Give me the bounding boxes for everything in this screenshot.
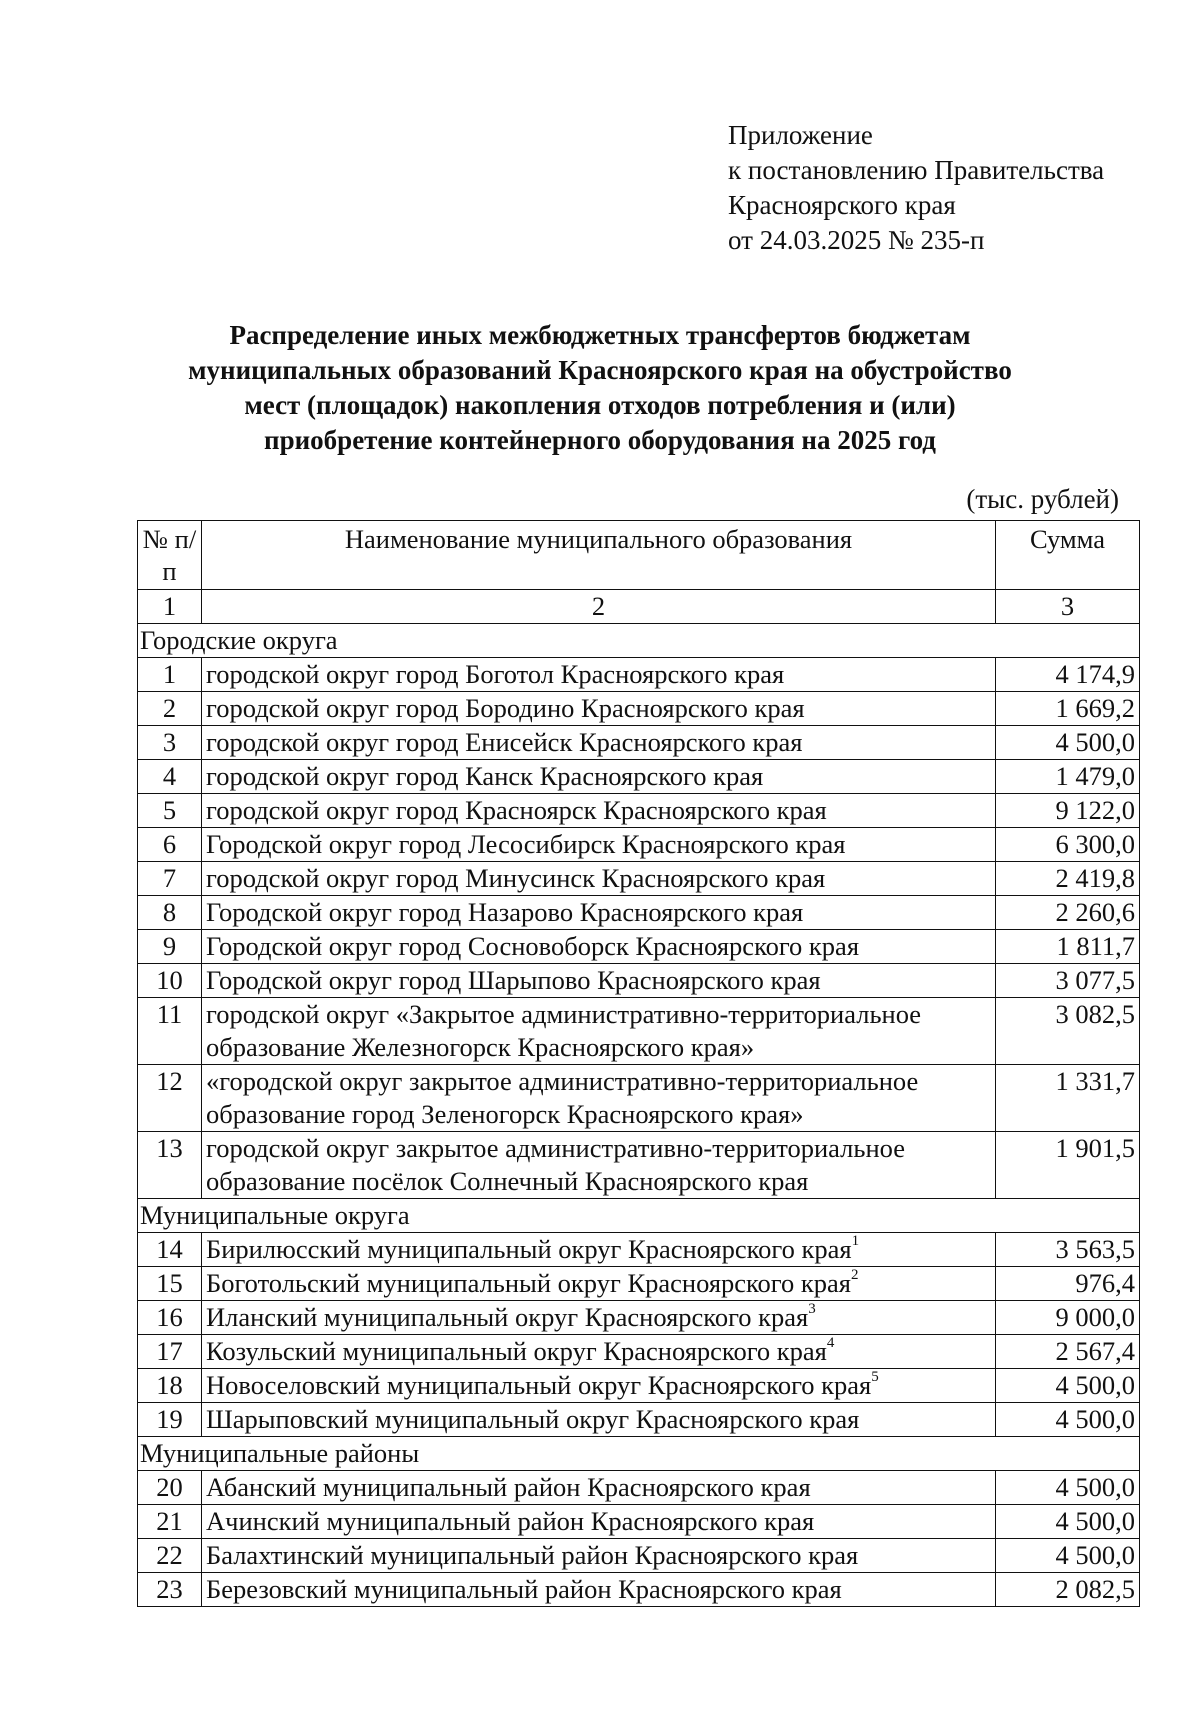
table-row [138,1369,1140,1403]
municipality-name: Городской округ город Назарово Красноярского края [206,897,804,927]
municipality-name-cell [202,930,996,964]
row-number: 20 [138,1471,202,1505]
row-number: 19 [138,1403,202,1437]
amount: 1 331,7 [996,1065,1140,1132]
amount: 4 500,0 [996,1505,1140,1539]
municipality-name-cell [202,692,996,726]
municipality-name: городской округ город Минусинск Красноярского края [206,863,826,893]
section-title: Муниципальные округа [138,1199,1140,1233]
table-row [138,726,1140,760]
municipality-name: Городской округ город Сосновоборск Красноярского края [206,931,860,961]
column-index-cell: 1 [138,590,202,624]
municipality-name-cell [202,1369,996,1403]
table-row [138,760,1140,794]
table-row [138,1267,1140,1301]
row-number: 3 [138,726,202,760]
row-number: 18 [138,1369,202,1403]
appendix-date-line: от 24.03.2025 № 235-п [728,225,985,255]
title-line: приобретение контейнерного оборудования на 2025 год [264,425,936,455]
municipality-name: городской округ город Боготол Красноярского края [206,659,785,689]
municipality-name-cell [202,1233,996,1267]
municipality-name: Козульский муниципальный округ Красноярского края [206,1336,827,1366]
row-number: 14 [138,1233,202,1267]
section-row [138,1199,1140,1233]
amount: 6 300,0 [996,828,1140,862]
column-index-row [138,590,1140,624]
municipality-name: городской округ «Закрытое административно-территориальное образование Железногорск Красноярского края» [206,999,922,1062]
appendix-block [728,118,1104,258]
amount: 3 082,5 [996,998,1140,1065]
row-number: 1 [138,658,202,692]
table-row [138,1065,1140,1132]
amount: 2 260,6 [996,896,1140,930]
table-row [138,1471,1140,1505]
amount: 4 500,0 [996,1471,1140,1505]
row-number: 16 [138,1301,202,1335]
section-row [138,1437,1140,1471]
row-number: 11 [138,998,202,1065]
header-number: № п/п [138,521,202,590]
amount: 4 500,0 [996,1403,1140,1437]
table-row [138,930,1140,964]
municipality-name-cell [202,1301,996,1335]
header-sum: Сумма [996,521,1140,590]
section-title: Городские округа [138,624,1140,658]
municipality-name: Березовский муниципальный район Красноярского края [206,1574,842,1604]
appendix-line: к постановлению Правительства [728,155,1105,185]
municipality-name-cell [202,1403,996,1437]
amount: 976,4 [996,1267,1140,1301]
municipality-name: Бирилюсский муниципальный округ Красноярского края [206,1234,852,1264]
header-name: Наименование муниципального образования [202,521,996,590]
municipality-name: Балахтинский муниципальный район Красноярского края [206,1540,859,1570]
footnote-marker: 4 [826,1335,835,1351]
amount: 3 563,5 [996,1233,1140,1267]
amount: 2 567,4 [996,1335,1140,1369]
row-number: 8 [138,896,202,930]
footnote-marker: 3 [808,1301,816,1317]
row-number: 6 [138,828,202,862]
municipality-name-cell [202,862,996,896]
amount: 2 082,5 [996,1573,1140,1607]
municipality-name: Городской округ город Шарыпово Красноярского края [206,965,821,995]
amount: 9 122,0 [996,794,1140,828]
footnote-marker: 5 [871,1369,879,1385]
table-row [138,828,1140,862]
municipality-name-cell [202,896,996,930]
municipality-name: городской округ город Бородино Красноярского края [206,693,805,723]
municipality-name-cell [202,1132,996,1199]
table-row [138,1233,1140,1267]
municipality-name-cell [202,1539,996,1573]
municipality-name: Новоселовский муниципальный округ Красноярского края [206,1370,872,1400]
municipality-name: городской округ город Енисейск Красноярского края [206,727,803,757]
municipality-name: Иланский муниципальный округ Красноярского края [206,1302,809,1332]
section-row [138,624,1140,658]
table-row [138,896,1140,930]
table-row [138,1132,1140,1199]
appendix-line: Приложение [728,120,873,150]
row-number: 7 [138,862,202,896]
municipality-name-cell [202,828,996,862]
table-row [138,794,1140,828]
row-number: 2 [138,692,202,726]
row-number: 21 [138,1505,202,1539]
municipality-name: Абанский муниципальный район Красноярского края [206,1472,811,1502]
table-body [138,624,1140,1607]
amount: 4 500,0 [996,1539,1140,1573]
row-number: 9 [138,930,202,964]
municipality-name-cell [202,1505,996,1539]
municipality-name-cell [202,964,996,998]
table-row [138,964,1140,998]
amount: 2 419,8 [996,862,1140,896]
municipality-name-cell [202,658,996,692]
row-number: 22 [138,1539,202,1573]
row-number: 13 [138,1132,202,1199]
municipality-name-cell [202,1573,996,1607]
amount: 1 669,2 [996,692,1140,726]
municipality-name-cell [202,726,996,760]
title-line: мест (площадок) накопления отходов потребления и (или) [244,390,956,420]
row-number: 10 [138,964,202,998]
municipality-name: городской округ закрытое административно-территориальное образование посёлок Солнечный Красноярского края [206,1133,905,1196]
municipality-name-cell [202,1335,996,1369]
amount: 3 077,5 [996,964,1140,998]
municipality-name-cell [202,1065,996,1132]
municipality-name-cell [202,760,996,794]
column-index-cell: 3 [996,590,1140,624]
amount: 4 174,9 [996,658,1140,692]
table-row [138,1335,1140,1369]
table-row [138,1573,1140,1607]
column-index-cell: 2 [202,590,996,624]
amount: 4 500,0 [996,726,1140,760]
row-number: 15 [138,1267,202,1301]
table-row [138,1505,1140,1539]
row-number: 12 [138,1065,202,1132]
municipality-name-cell [202,794,996,828]
amount: 1 811,7 [996,930,1140,964]
table-row [138,1301,1140,1335]
table-header-row [138,521,1140,590]
municipality-name: Боготольский муниципальный округ Красноярского края [206,1268,851,1298]
title-line: муниципальных образований Красноярского края на обустройство [188,355,1012,385]
table-row [138,862,1140,896]
table-row [138,1403,1140,1437]
row-number: 4 [138,760,202,794]
amount: 1 901,5 [996,1132,1140,1199]
row-number: 23 [138,1573,202,1607]
row-number: 5 [138,794,202,828]
municipality-name: Ачинский муниципальный район Красноярского края [206,1506,815,1536]
municipality-name: Шарыповский муниципальный округ Красноярского края [206,1404,860,1434]
municipality-name: «городской округ закрытое административно-территориальное образование город Зеленогорск Красноярского края» [206,1066,919,1129]
municipality-name: городской округ город Канск Красноярского края [206,761,764,791]
municipality-name-cell [202,1471,996,1505]
distribution-table [137,520,1140,1607]
units-label: (тыс. рублей) [966,484,1119,514]
footnote-marker: 1 [851,1233,860,1249]
table-row [138,998,1140,1065]
appendix-line: Красноярского края [728,190,956,220]
municipality-name: Городской округ город Лесосибирск Красноярского края [206,829,846,859]
document-title [130,318,1070,458]
row-number: 17 [138,1335,202,1369]
table-row [138,692,1140,726]
footnote-marker: 2 [850,1267,859,1283]
table-row [138,658,1140,692]
municipality-name-cell [202,998,996,1065]
municipality-name-cell [202,1267,996,1301]
amount: 9 000,0 [996,1301,1140,1335]
section-title: Муниципальные районы [138,1437,1140,1471]
table-row [138,1539,1140,1573]
title-line: Распределение иных межбюджетных трансфертов бюджетам [229,320,971,350]
amount: 1 479,0 [996,760,1140,794]
amount: 4 500,0 [996,1369,1140,1403]
municipality-name: городской округ город Красноярск Красноярского края [206,795,827,825]
